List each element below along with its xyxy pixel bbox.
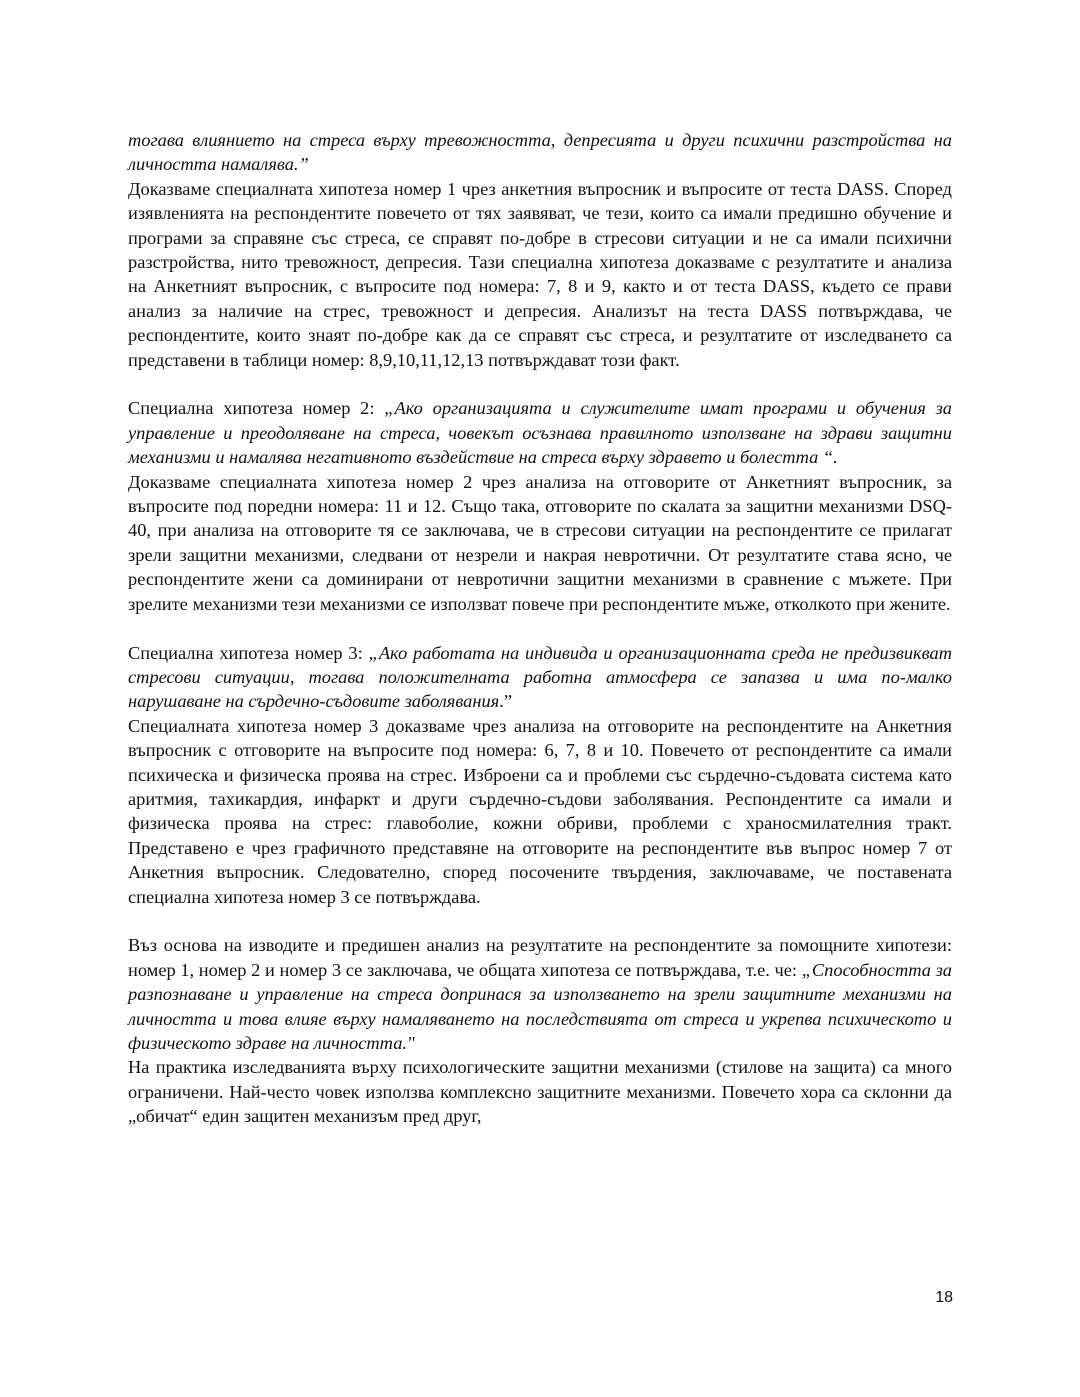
paragraph-hypothesis-3 (128, 641, 952, 714)
paragraph-hypothesis-1-conclusion (128, 128, 952, 177)
paragraph-hypothesis-1-proof: Доказваме специалната хипотеза номер 1 чрез анкетния въпросник и въпросите от теста DASS. Според изявленията на респондентите повечето от тях заявяват, че тези, които са имали предишно обучение и програми за справяне със стреса, се справят по-добре в стресови ситуации и не са имали психични разстройства, нито тревожност, депресия. Тази специална хипотеза доказваме с резултатите и анализа на Анкетният въпросник, с въпросите под номера: 7, 8 и 9, както и от теста DASS, където се прави анализ за наличие на стрес, тревожност и депресия. Анализът на теста DASS потвърждава, че респондентите, които знаят по-добре как да се справят със стреса, и резултатите от изследването са представени в таблици номер: 8,9,10,11,12,13 потвърждават този факт. (128, 178, 952, 370)
paragraph-spacer (128, 372, 952, 396)
paragraph-hypothesis-2-proof: Доказваме специалната хипотеза номер 2 чрез анализа на отговорите от Анкетният въпросник, за въпросите под поредни номера: 11 и 12. Също така, отговорите по скалата за защитни механизми DSQ-40, при анализа на отговорите тя се заключава, че в стресови ситуации на респондентите се прилагат зрели защитни механизми, следвани от незрели и накрая невротични. От резултатите става ясно, че респондентите жени са доминирани от невротични защитни механизми в сравнение с мъжете. При зрелите механизми тези механизми се използват повече при респондентите мъже, отколкото при жените. (128, 471, 952, 614)
general-hypothesis-lead: Въз основа на изводите и предишен анализ на резултатите на респондентите за помощните хипотези: номер 1, номер 2 и номер 3 се заключава, че общата хипотеза се потвърждава, т.е. че: (128, 935, 952, 980)
general-hypothesis-quote: „Способността за разпознаване и управление на стреса допринася за използването на зрели защитните механизми на личността и това влияе върху намаляването на последствията от стреса и укрепва психическото и физическото здраве на личността." (128, 959, 952, 1053)
paragraph-spacer (128, 909, 952, 933)
paragraph-defense-mechanisms: На практика изследванията върху психологическите защитни механизми (стилове на защита) са много ограничени. Най-често човек използва комплексно защитните механизми. Повечето хора са склонни да „обичат“ един защитен механизъм пред друг, (128, 1057, 952, 1127)
hypothesis-2-lead: Специална хипотеза номер 2: (128, 398, 385, 419)
paragraph-hypothesis-3-proof: Специалната хипотеза номер 3 доказваме чрез анализа на отговорите на респондентите на Анкетния въпросник с отговорите на въпросите под номера: 6, 7, 8 и 10. Повечето от респондентите са имали психическа и физическа проява на стрес. Изброени са и проблеми със сърдечно-съдовата система като аритмия, тахикардия, инфаркт и други сърдечно-съдови заболявания. Респондентите са имали и физическа проява на стрес: главоболие, кожни обриви, проблеми с храносмилателния тракт. Представено е чрез графичното представяне на отговорите на респондентите във въпрос номер 7 от Анкетния въпросник. Следователно, според посочените твърдения, заключаваме, че поставената специална хипотеза номер 3 се потвърждава. (128, 715, 952, 907)
body-text (128, 128, 952, 1129)
page-number: 18 (935, 1289, 953, 1306)
hypothesis-3-lead: Специална хипотеза номер 3: (128, 642, 369, 663)
paragraph-spacer (128, 616, 952, 640)
hypothesis-2-quote: „Ако организацията и служителите имат програми и обучения за управление и преодоляване на стреса, човекът осъзнава правилното използване на здрави защитни механизми и намалява негативното въздействие на стреса върху здравето и болестта “. (128, 398, 952, 468)
paragraph-general-hypothesis (128, 933, 952, 1055)
italic-quote: тогава влиянието на стреса върху тревожността, депресията и други психични разстройства на личността намалява.” (128, 130, 952, 175)
paragraph-hypothesis-2 (128, 396, 952, 469)
hypothesis-3-tail: .” (499, 691, 512, 712)
hypothesis-3-quote: „Ако работата на индивида и организационната среда не предизвикват стресови ситуации, тогава положителната работна атмосфера се запазва и има по-малко нарушаване на сърдечно-съдовите заболявания (128, 642, 952, 712)
